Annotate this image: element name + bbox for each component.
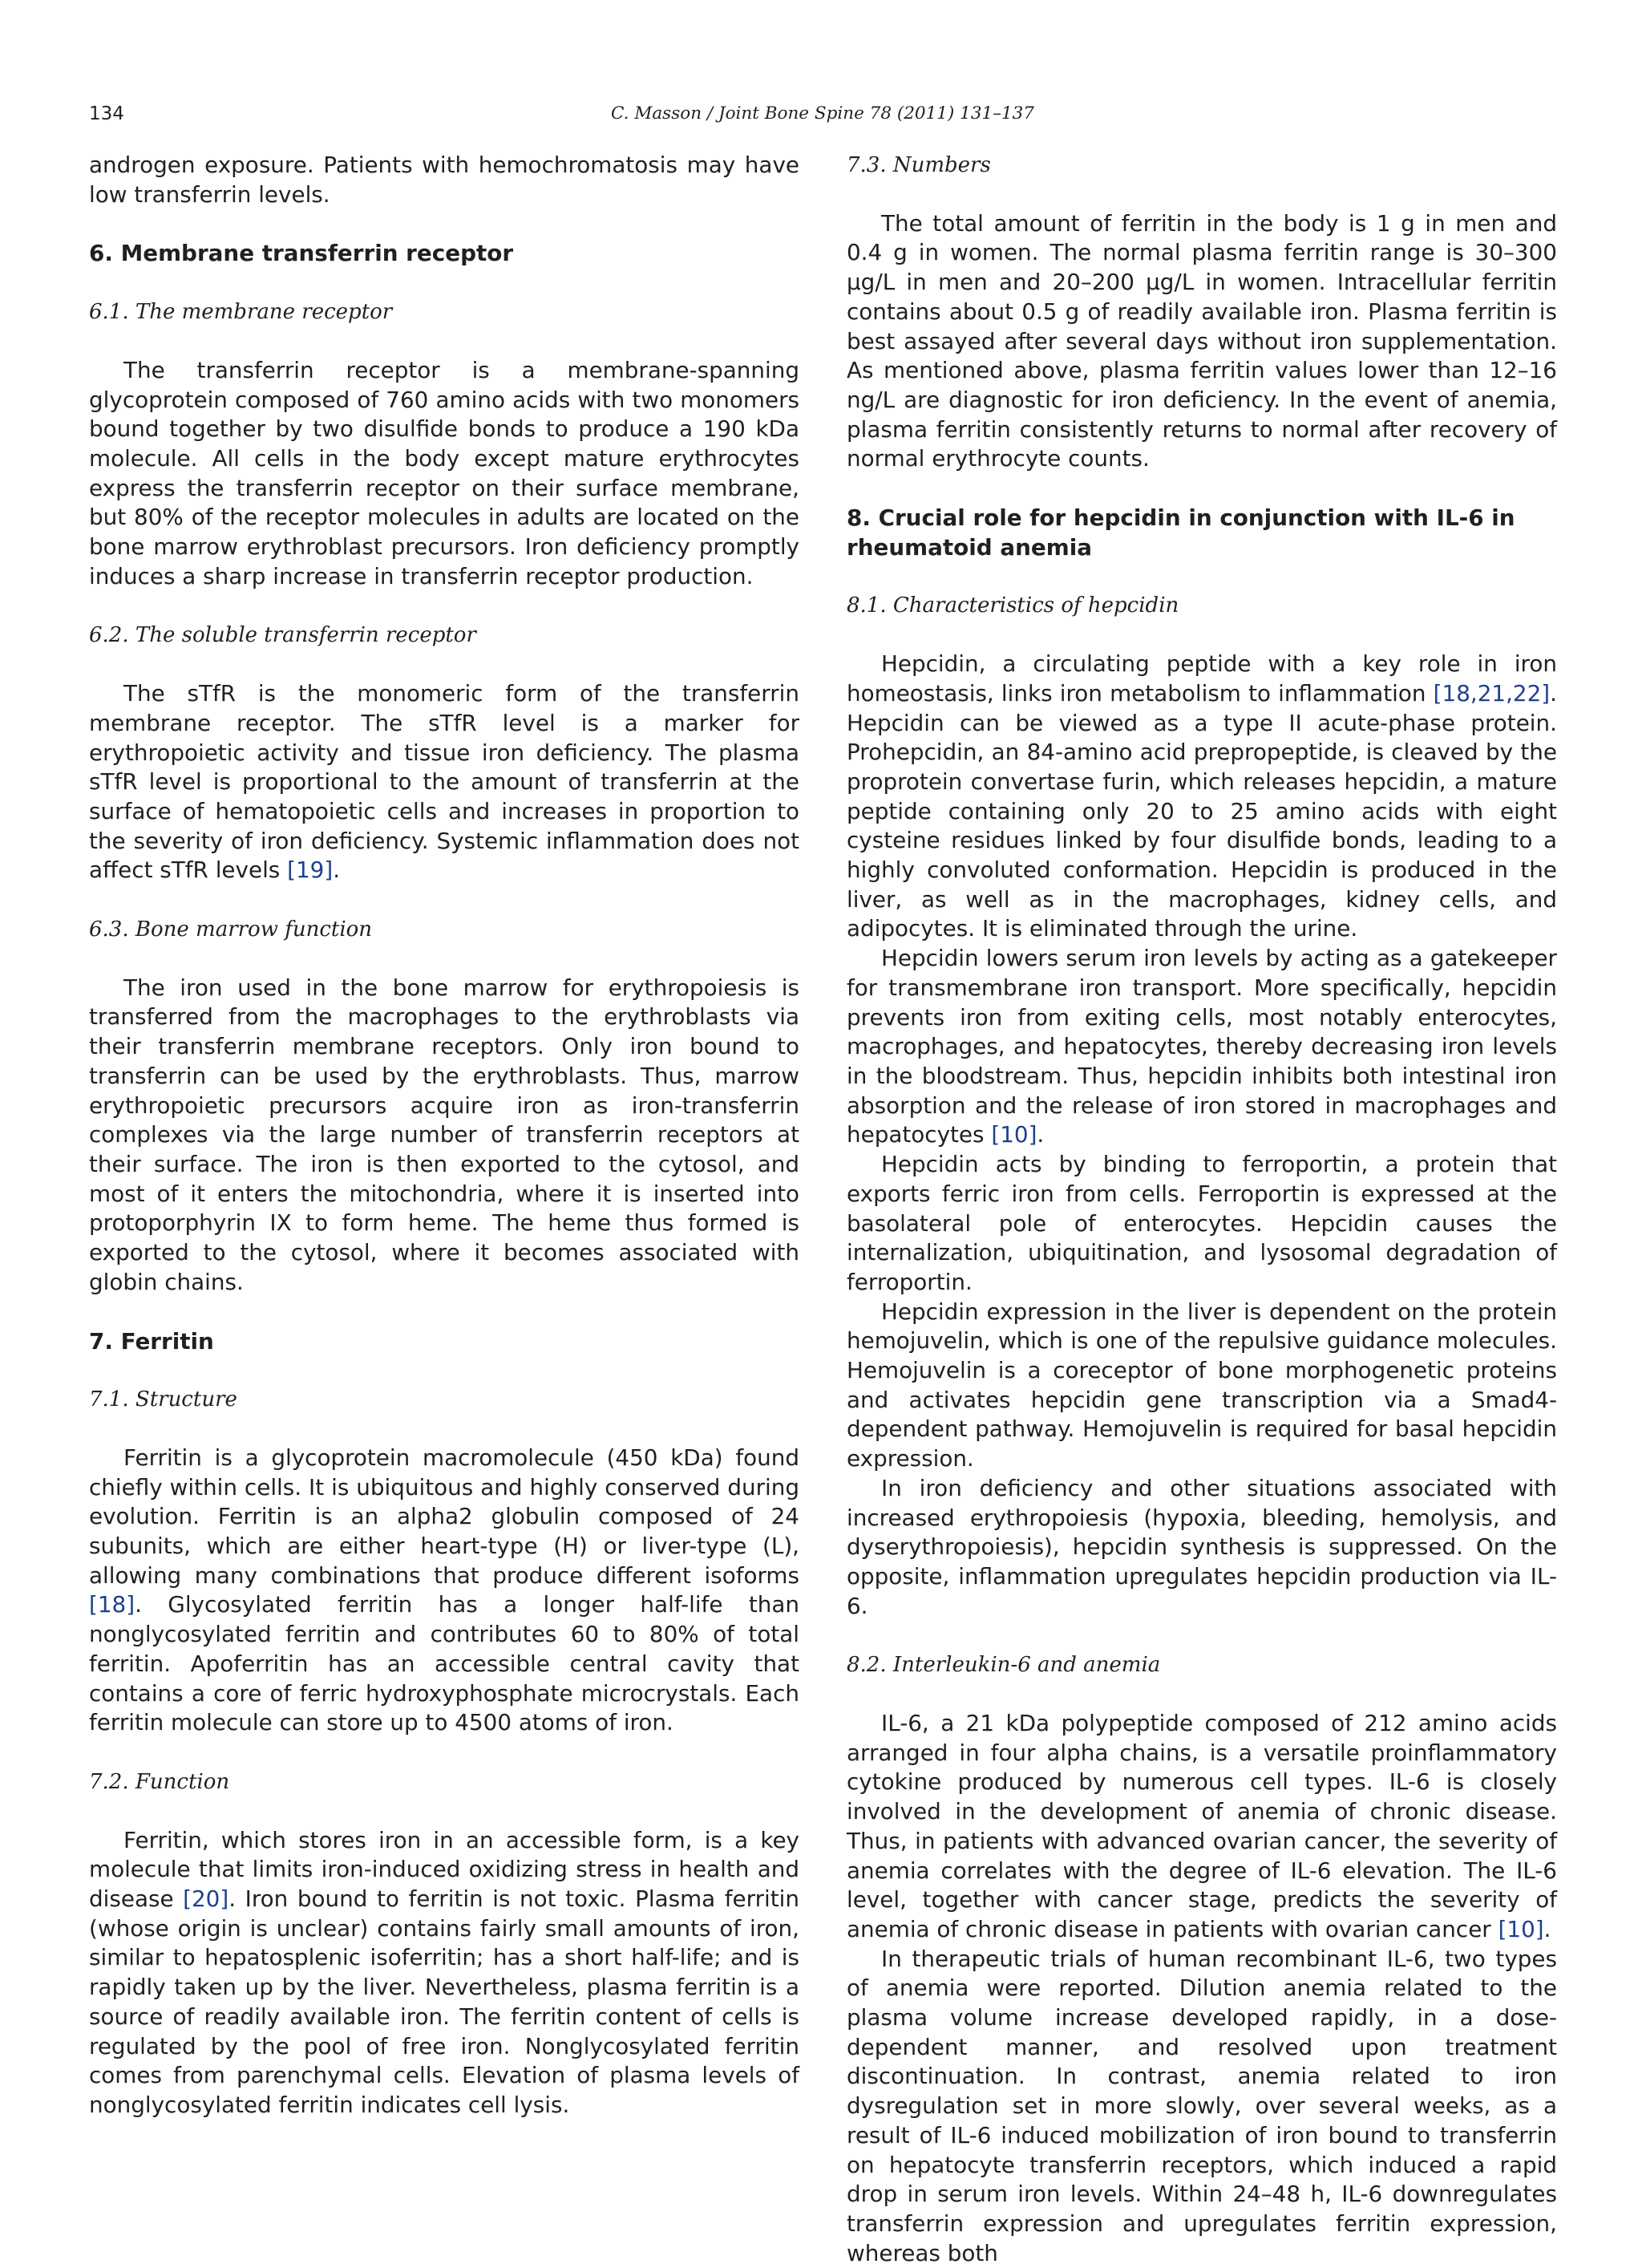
paragraph-7-2: Ferritin, which stores iron in an accessible form, is a key molecule that limits iron-induced oxidizing stress in health and disease [20]. Iron bound to ferritin is not toxic. Plasma ferritin (whose origin is unclear) contains fairly small amounts of iron, similar to hepatosplenic isoferritin; has a short half-life; and is rapidly taken up by the liver. Nevertheless, plasma ferritin is a source of readily available iron. The ferritin content of cells is regulated by the pool of free iron. Nonglycosylated ferritin comes from parenchymal cells. Elevation of plasma levels of nonglycosylated ferritin indicates cell lysis. xyxy=(89,1826,799,2118)
paragraph-8-2-a: IL-6, a 21 kDa polypeptide composed of 212 amino acids arranged in four alpha chains, is a versatile proinflammatory cytokine produced by numerous cell types. IL-6 is closely involved in the development of anemia of chronic disease. Thus, in patients with advanced ovarian cancer, the severity of anemia correlates with the degree of IL-6 elevation. The IL-6 level, together with cancer stage, predicts the severity of anemia of chronic disease in patients with ovarian cancer [10]. xyxy=(847,1710,1557,1942)
subsection-heading-6-3: 6.3. Bone marrow function xyxy=(89,917,373,942)
running-head: C. Masson / Joint Bone Spine 78 (2011) 131–137 xyxy=(611,103,1034,124)
paragraph-8-2-b: In therapeutic trials of human recombinant IL-6, two types of anemia were reported. Dilution anemia related to the plasma volume increase developed rapidly, in a dose-dependent manner, and resolved upon treatment discontinuation. In contrast, anemia related to iron dysregulation set in more slowly, over several weeks, as a result of IL-6 induced mobilization of iron bound to transferrin on hepatocyte transferrin receptors, which induced a rapid drop in serum iron levels. Within 24–48 h, IL-6 downregulates transferrin expression and upregulates ferritin expression, whereas both xyxy=(847,1945,1557,2266)
paragraph-8-1-c: Hepcidin acts by binding to ferroportin, a protein that exports ferric iron from cells. Ferroportin is expressed at the basolateral pole of enterocytes. Hepcidin causes the internalization, ubiquitination, and lysosomal degradation of ferroportin. xyxy=(847,1151,1557,1295)
citation-link[interactable]: [19] xyxy=(287,857,334,884)
paragraph-6-2: The sTfR is the monomeric form of the transferrin membrane receptor. The sTfR level is a marker for erythropoietic activity and tissue iron deficiency. The plasma sTfR level is proportional to the amount of transferrin at the surface of hematopoietic cells and increases in proportion to the severity of iron deficiency. Systemic inflammation does not affect sTfR levels [19]. xyxy=(89,680,799,884)
section-heading-7: 7. Ferritin xyxy=(89,1327,214,1355)
citation-link[interactable]: [18,21,22] xyxy=(1433,679,1551,707)
right-column xyxy=(847,151,1557,2268)
subsection-heading-6-1: 6.1. The membrane receptor xyxy=(89,300,393,325)
subsection-heading-7-1: 7.1. Structure xyxy=(89,1387,237,1412)
subsection-heading-7-3: 7.3. Numbers xyxy=(847,153,991,177)
citation-link[interactable]: [18] xyxy=(89,1591,135,1618)
paragraph-8-1-a: Hepcidin, a circulating peptide with a key role in iron homeostasis, links iron metabolism to inflammation [18,21,22]. Hepcidin can be viewed as a type II acute-phase protein. Prohepcidin, an 84-amino acid prepropeptide, is cleaved by the proprotein convertase furin, which releases hepcidin, a mature peptide containing only 20 to 25 amino acids with eight cysteine residues linked by four disulfide bonds, leading to a highly convoluted conformation. Hepcidin is produced in the liver, as well as in the macrophages, kidney cells, and adipocytes. It is eliminated through the urine. xyxy=(847,650,1557,942)
paragraph-8-1-d: Hepcidin expression in the liver is dependent on the protein hemojuvelin, which is one of the repulsive guidance molecules. Hemojuvelin is a coreceptor of bone morphogenetic proteins and activates hepcidin gene transcription via a Smad4-dependent pathway. Hemojuvelin is required for basal hepcidin expression. xyxy=(847,1298,1557,1472)
subsection-heading-7-2: 7.2. Function xyxy=(89,1769,230,1794)
subsection-heading-6-2: 6.2. The soluble transferrin receptor xyxy=(89,623,476,648)
subsection-heading-8-1: 8.1. Characteristics of hepcidin xyxy=(847,593,1179,618)
paragraph-6-3: The iron used in the bone marrow for erythropoiesis is transferred from the macrophages to the erythroblasts via their transferrin membrane receptors. Only iron bound to transferrin can be used by the erythroblasts. Thus, marrow erythropoietic precursors acquire iron as iron-transferrin complexes via the large number of transferrin receptors at their surface. The iron is then exported to the cytosol, and most of it enters the mitochondria, where it is inserted into protoporphyrin IX to form heme. The heme thus formed is exported to the cytosol, where it becomes associated with globin chains. xyxy=(89,974,799,1295)
page-header xyxy=(89,98,1556,130)
section-heading-8: 8. Crucial role for hepcidin in conjunction with IL-6 in rheumatoid anemia xyxy=(847,504,1515,561)
subsection-heading-8-2: 8.2. Interleukin-6 and anemia xyxy=(847,1653,1161,1678)
paragraph-7-1: Ferritin is a glycoprotein macromolecule (450 kDa) found chiefly within cells. It is ubiquitous and highly conserved during evolution. Ferritin is an alpha2 globulin composed of 24 subunits, which are either heart-type (H) or liver-type (L), allowing many combinations that produce different isoforms [18]. Glycosylated ferritin has a longer half-life than nonglycosylated ferritin and contributes 60 to 80% of total ferritin. Apoferritin has an accessible central cavity that contains a core of ferric hydroxyphosphate microcrystals. Each ferritin molecule can store up to 4500 atoms of iron. xyxy=(89,1444,799,1736)
citation-link[interactable]: [10] xyxy=(1498,1915,1544,1942)
paragraph-8-1-e: In iron deficiency and other situations associated with increased erythropoiesis (hypoxia, bleeding, hemolysis, and dyserythropoiesis), hepcidin synthesis is suppressed. On the opposite, inflammation upregulates hepcidin production via IL-6. xyxy=(847,1474,1557,1619)
page-number: 134 xyxy=(89,103,124,124)
paragraph-6-1: The transferrin receptor is a membrane-spanning glycoprotein composed of 760 amino acids with two monomers bound together by two disulfide bonds to produce a 190 kDa molecule. All cells in the body except mature erythrocytes express the transferrin receptor on their surface membrane, but 80% of the receptor molecules in adults are located on the bone marrow erythroblast precursors. Iron deficiency promptly induces a sharp increase in transferrin receptor production. xyxy=(89,356,799,589)
paragraph-7-3: The total amount of ferritin in the body is 1 g in men and 0.4 g in women. The normal plasma ferritin range is 30–300 µg/L in men and 20–200 µg/L in women. Intracellular ferritin contains about 0.5 g of readily available iron. Plasma ferritin is best assayed after several days without iron supplementation. As mentioned above, plasma ferritin values lower than 12–16 ng/L are diagnostic for iron deficiency. In the event of anemia, plasma ferritin consistently returns to normal after recovery of normal erythrocyte counts. xyxy=(847,209,1557,472)
section-heading-6: 6. Membrane transferrin receptor xyxy=(89,240,514,267)
left-column xyxy=(89,151,799,2120)
paragraph-8-1-b: Hepcidin lowers serum iron levels by acting as a gatekeeper for transmembrane iron transport. More specifically, hepcidin prevents iron from exiting cells, most notably enterocytes, macrophages, and hepatocytes, thereby decreasing iron levels in the bloodstream. Thus, hepcidin inhibits both intestinal iron absorption and the release of iron stored in macrophages and hepatocytes [10]. xyxy=(847,945,1557,1148)
citation-link[interactable]: [20] xyxy=(183,1885,229,1913)
citation-link[interactable]: [10] xyxy=(991,1121,1037,1148)
paragraph-continued: androgen exposure. Patients with hemochromatosis may have low transferrin levels. xyxy=(89,152,799,208)
